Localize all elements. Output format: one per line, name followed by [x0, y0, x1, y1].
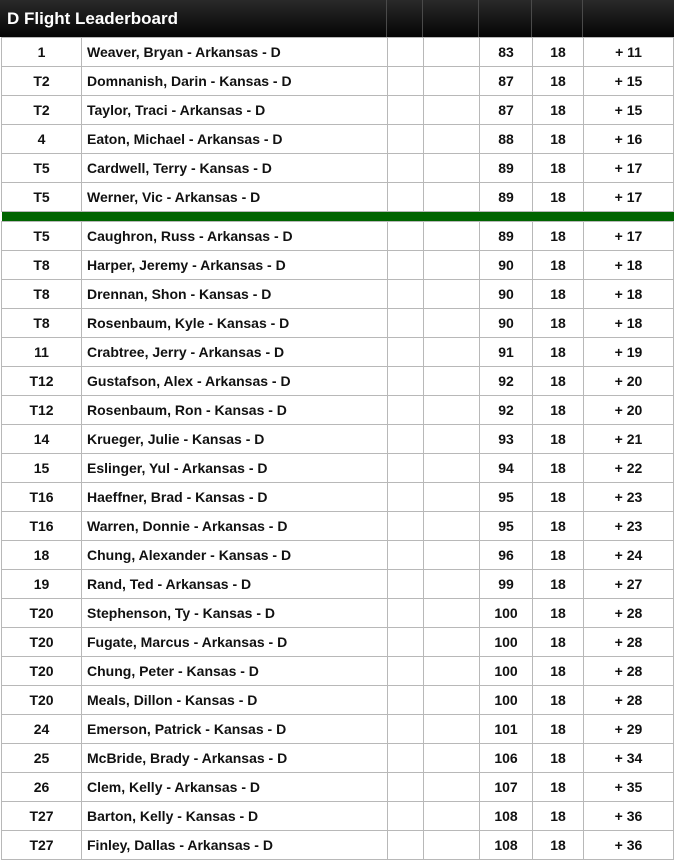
position-cell: 24	[2, 715, 82, 744]
empty-cell	[388, 454, 424, 483]
empty-cell	[424, 599, 480, 628]
thru-cell: 18	[533, 309, 584, 338]
score-cell: 108	[480, 802, 533, 831]
leaderboard-table	[1, 37, 674, 860]
score-cell: 108	[480, 831, 533, 860]
thru-cell: 18	[533, 599, 584, 628]
player-name-cell: Werner, Vic - Arkansas - D	[82, 183, 388, 212]
to-par-cell: + 36	[584, 831, 674, 860]
empty-cell	[388, 715, 424, 744]
thru-cell: 18	[533, 744, 584, 773]
score-cell: 83	[480, 38, 533, 67]
empty-cell	[388, 154, 424, 183]
position-cell: T27	[2, 802, 82, 831]
thru-cell: 18	[533, 125, 584, 154]
player-name-cell: Taylor, Traci - Arkansas - D	[82, 96, 388, 125]
table-row	[2, 628, 674, 657]
table-row	[2, 251, 674, 280]
empty-cell	[388, 686, 424, 715]
table-row	[2, 512, 674, 541]
player-name-cell: Rosenbaum, Ron - Kansas - D	[82, 396, 388, 425]
empty-cell	[388, 367, 424, 396]
score-cell: 87	[480, 67, 533, 96]
table-row	[2, 715, 674, 744]
empty-cell	[424, 744, 480, 773]
score-cell: 89	[480, 183, 533, 212]
thru-cell: 18	[533, 686, 584, 715]
table-row	[2, 425, 674, 454]
position-cell: 26	[2, 773, 82, 802]
empty-cell	[424, 38, 480, 67]
empty-cell	[388, 570, 424, 599]
table-row	[2, 67, 674, 96]
table-row	[2, 222, 674, 251]
to-par-cell: + 36	[584, 802, 674, 831]
empty-cell	[424, 396, 480, 425]
header-separator	[582, 0, 583, 37]
score-cell: 101	[480, 715, 533, 744]
empty-cell	[388, 744, 424, 773]
position-cell: T12	[2, 367, 82, 396]
thru-cell: 18	[533, 628, 584, 657]
to-par-cell: + 17	[584, 154, 674, 183]
thru-cell: 18	[533, 715, 584, 744]
position-cell: 18	[2, 541, 82, 570]
thru-cell: 18	[533, 338, 584, 367]
player-name-cell: Stephenson, Ty - Kansas - D	[82, 599, 388, 628]
player-name-cell: Eaton, Michael - Arkansas - D	[82, 125, 388, 154]
table-row	[2, 686, 674, 715]
table-row	[2, 309, 674, 338]
position-cell: T20	[2, 686, 82, 715]
to-par-cell: + 20	[584, 367, 674, 396]
to-par-cell: + 34	[584, 744, 674, 773]
player-name-cell: Fugate, Marcus - Arkansas - D	[82, 628, 388, 657]
position-cell: 14	[2, 425, 82, 454]
empty-cell	[388, 67, 424, 96]
empty-cell	[388, 512, 424, 541]
empty-cell	[388, 599, 424, 628]
empty-cell	[388, 396, 424, 425]
to-par-cell: + 29	[584, 715, 674, 744]
position-cell: T20	[2, 657, 82, 686]
to-par-cell: + 28	[584, 628, 674, 657]
thru-cell: 18	[533, 96, 584, 125]
empty-cell	[424, 628, 480, 657]
score-cell: 88	[480, 125, 533, 154]
empty-cell	[424, 715, 480, 744]
empty-cell	[424, 686, 480, 715]
empty-cell	[424, 309, 480, 338]
player-name-cell: Barton, Kelly - Kansas - D	[82, 802, 388, 831]
score-cell: 89	[480, 154, 533, 183]
player-name-cell: Finley, Dallas - Arkansas - D	[82, 831, 388, 860]
position-cell: T20	[2, 628, 82, 657]
player-name-cell: Emerson, Patrick - Kansas - D	[82, 715, 388, 744]
position-cell: T27	[2, 831, 82, 860]
empty-cell	[424, 657, 480, 686]
empty-cell	[388, 802, 424, 831]
thru-cell: 18	[533, 251, 584, 280]
score-cell: 94	[480, 454, 533, 483]
to-par-cell: + 24	[584, 541, 674, 570]
thru-cell: 18	[533, 183, 584, 212]
empty-cell	[424, 454, 480, 483]
leaderboard-body	[2, 38, 674, 860]
empty-cell	[424, 512, 480, 541]
score-cell: 100	[480, 657, 533, 686]
position-cell: T8	[2, 251, 82, 280]
player-name-cell: Domnanish, Darin - Kansas - D	[82, 67, 388, 96]
player-name-cell: Caughron, Russ - Arkansas - D	[82, 222, 388, 251]
empty-cell	[424, 96, 480, 125]
empty-cell	[388, 541, 424, 570]
thru-cell: 18	[533, 154, 584, 183]
to-par-cell: + 19	[584, 338, 674, 367]
table-row	[2, 802, 674, 831]
table-row	[2, 125, 674, 154]
table-row	[2, 154, 674, 183]
to-par-cell: + 23	[584, 512, 674, 541]
score-cell: 89	[480, 222, 533, 251]
player-name-cell: Drennan, Shon - Kansas - D	[82, 280, 388, 309]
empty-cell	[424, 222, 480, 251]
player-name-cell: Rand, Ted - Arkansas - D	[82, 570, 388, 599]
position-cell: T12	[2, 396, 82, 425]
score-cell: 100	[480, 628, 533, 657]
to-par-cell: + 22	[584, 454, 674, 483]
position-cell: T2	[2, 96, 82, 125]
score-cell: 96	[480, 541, 533, 570]
position-cell: T2	[2, 67, 82, 96]
table-row	[2, 773, 674, 802]
leaderboard-title: D Flight Leaderboard	[7, 9, 178, 28]
to-par-cell: + 17	[584, 183, 674, 212]
empty-cell	[388, 483, 424, 512]
empty-cell	[388, 309, 424, 338]
score-cell: 90	[480, 309, 533, 338]
empty-cell	[424, 831, 480, 860]
empty-cell	[424, 67, 480, 96]
player-name-cell: Clem, Kelly - Arkansas - D	[82, 773, 388, 802]
table-row	[2, 599, 674, 628]
table-row	[2, 338, 674, 367]
table-row	[2, 831, 674, 860]
position-cell: 15	[2, 454, 82, 483]
to-par-cell: + 18	[584, 280, 674, 309]
score-cell: 100	[480, 599, 533, 628]
score-cell: 107	[480, 773, 533, 802]
table-row	[2, 396, 674, 425]
position-cell: T5	[2, 183, 82, 212]
to-par-cell: + 18	[584, 251, 674, 280]
thru-cell: 18	[533, 454, 584, 483]
score-cell: 95	[480, 483, 533, 512]
score-cell: 95	[480, 512, 533, 541]
empty-cell	[388, 38, 424, 67]
empty-cell	[388, 96, 424, 125]
table-row	[2, 454, 674, 483]
player-name-cell: Harper, Jeremy - Arkansas - D	[82, 251, 388, 280]
empty-cell	[424, 802, 480, 831]
empty-cell	[424, 483, 480, 512]
thru-cell: 18	[533, 483, 584, 512]
table-row	[2, 96, 674, 125]
thru-cell: 18	[533, 222, 584, 251]
score-cell: 106	[480, 744, 533, 773]
empty-cell	[424, 280, 480, 309]
empty-cell	[424, 541, 480, 570]
player-name-cell: Meals, Dillon - Kansas - D	[82, 686, 388, 715]
player-name-cell: Gustafson, Alex - Arkansas - D	[82, 367, 388, 396]
score-cell: 93	[480, 425, 533, 454]
table-row	[2, 483, 674, 512]
table-row	[2, 570, 674, 599]
empty-cell	[388, 831, 424, 860]
cut-line-divider	[2, 212, 674, 222]
empty-cell	[424, 570, 480, 599]
table-row	[2, 657, 674, 686]
player-name-cell: McBride, Brady - Arkansas - D	[82, 744, 388, 773]
to-par-cell: + 11	[584, 38, 674, 67]
thru-cell: 18	[533, 396, 584, 425]
position-cell: 4	[2, 125, 82, 154]
empty-cell	[388, 628, 424, 657]
empty-cell	[388, 183, 424, 212]
score-cell: 87	[480, 96, 533, 125]
score-cell: 92	[480, 367, 533, 396]
thru-cell: 18	[533, 38, 584, 67]
empty-cell	[388, 425, 424, 454]
thru-cell: 18	[533, 831, 584, 860]
position-cell: T16	[2, 512, 82, 541]
position-cell: T20	[2, 599, 82, 628]
player-name-cell: Chung, Alexander - Kansas - D	[82, 541, 388, 570]
thru-cell: 18	[533, 570, 584, 599]
empty-cell	[424, 773, 480, 802]
empty-cell	[424, 154, 480, 183]
to-par-cell: + 15	[584, 96, 674, 125]
empty-cell	[388, 251, 424, 280]
score-cell: 91	[480, 338, 533, 367]
to-par-cell: + 16	[584, 125, 674, 154]
to-par-cell: + 18	[584, 309, 674, 338]
thru-cell: 18	[533, 367, 584, 396]
empty-cell	[424, 125, 480, 154]
empty-cell	[388, 338, 424, 367]
to-par-cell: + 21	[584, 425, 674, 454]
position-cell: 11	[2, 338, 82, 367]
position-cell: T5	[2, 222, 82, 251]
player-name-cell: Warren, Donnie - Arkansas - D	[82, 512, 388, 541]
score-cell: 99	[480, 570, 533, 599]
position-cell: T8	[2, 280, 82, 309]
empty-cell	[388, 222, 424, 251]
empty-cell	[424, 251, 480, 280]
to-par-cell: + 28	[584, 686, 674, 715]
to-par-cell: + 35	[584, 773, 674, 802]
to-par-cell: + 15	[584, 67, 674, 96]
empty-cell	[388, 280, 424, 309]
thru-cell: 18	[533, 425, 584, 454]
table-row	[2, 541, 674, 570]
table-row	[2, 280, 674, 309]
header-separator	[531, 0, 532, 37]
to-par-cell: + 17	[584, 222, 674, 251]
score-cell: 92	[480, 396, 533, 425]
player-name-cell: Eslinger, Yul - Arkansas - D	[82, 454, 388, 483]
player-name-cell: Chung, Peter - Kansas - D	[82, 657, 388, 686]
thru-cell: 18	[533, 541, 584, 570]
to-par-cell: + 27	[584, 570, 674, 599]
table-row	[2, 744, 674, 773]
table-row	[2, 367, 674, 396]
empty-cell	[424, 338, 480, 367]
position-cell: T16	[2, 483, 82, 512]
empty-cell	[424, 367, 480, 396]
thru-cell: 18	[533, 67, 584, 96]
empty-cell	[424, 183, 480, 212]
score-cell: 90	[480, 251, 533, 280]
header-separator	[422, 0, 423, 37]
table-row	[2, 183, 674, 212]
thru-cell: 18	[533, 512, 584, 541]
position-cell: 25	[2, 744, 82, 773]
thru-cell: 18	[533, 657, 584, 686]
score-cell: 90	[480, 280, 533, 309]
empty-cell	[424, 425, 480, 454]
empty-cell	[388, 773, 424, 802]
to-par-cell: + 20	[584, 396, 674, 425]
leaderboard-header	[0, 0, 674, 37]
thru-cell: 18	[533, 280, 584, 309]
player-name-cell: Rosenbaum, Kyle - Kansas - D	[82, 309, 388, 338]
empty-cell	[388, 125, 424, 154]
to-par-cell: + 28	[584, 599, 674, 628]
to-par-cell: + 28	[584, 657, 674, 686]
thru-cell: 18	[533, 802, 584, 831]
player-name-cell: Crabtree, Jerry - Arkansas - D	[82, 338, 388, 367]
player-name-cell: Cardwell, Terry - Kansas - D	[82, 154, 388, 183]
header-separator	[478, 0, 479, 37]
thru-cell: 18	[533, 773, 584, 802]
header-separator	[386, 0, 387, 37]
player-name-cell: Weaver, Bryan - Arkansas - D	[82, 38, 388, 67]
cut-line-bar	[2, 212, 674, 222]
to-par-cell: + 23	[584, 483, 674, 512]
empty-cell	[388, 657, 424, 686]
position-cell: 19	[2, 570, 82, 599]
player-name-cell: Haeffner, Brad - Kansas - D	[82, 483, 388, 512]
position-cell: T5	[2, 154, 82, 183]
player-name-cell: Krueger, Julie - Kansas - D	[82, 425, 388, 454]
position-cell: T8	[2, 309, 82, 338]
table-row	[2, 38, 674, 67]
score-cell: 100	[480, 686, 533, 715]
position-cell: 1	[2, 38, 82, 67]
